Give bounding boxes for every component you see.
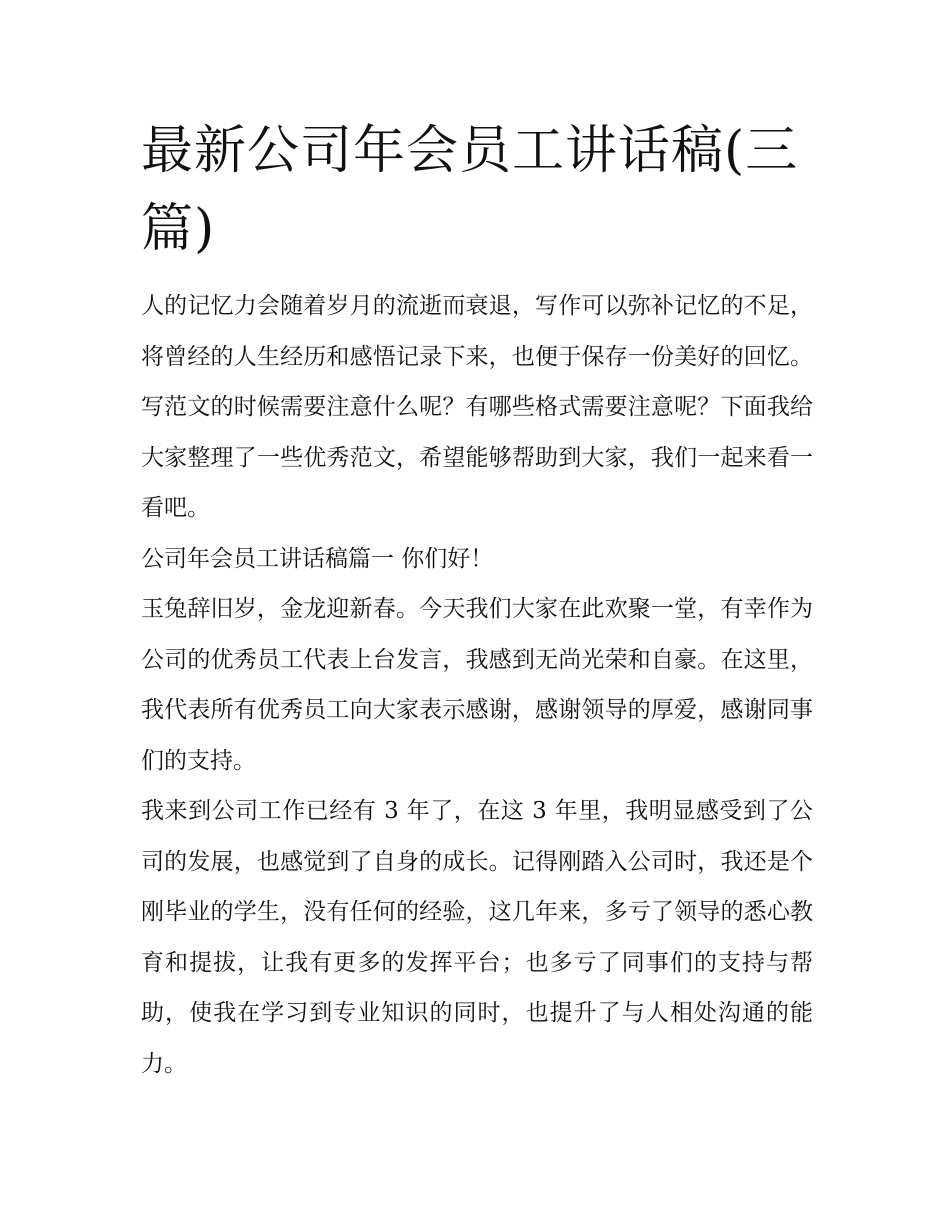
body-paragraph-experience: 我来到公司工作已经有 3 年了，在这 3 年里，我明显感受到了公司的发展，也感觉到了自身的成长。记得刚踏入公司时，我还是个刚毕业的学生，没有任何的经验，这几年来，多亏了领导的悉心教育和提拔，让我有更多的发挥平台；也多亏了同事们的支持与帮助，使我在学习到专业知识的同时，也提升了与人相处沟通的能力。 (141, 798, 813, 1077)
intro-paragraph: 人的记忆力会随着岁月的流逝而衰退，写作可以弥补记忆的不足，将曾经的人生经历和感悟记录下来，也便于保存一份美好的回忆。写范文的时候需要注意什么呢？有哪些格式需要注意呢？下面我给大家整理了一些优秀范文，希望能够帮助到大家，我们一起来看一看吧。 (141, 293, 813, 521)
document-body (141, 112, 813, 1089)
document-title: 最新公司年会员工讲话稿(三篇) (141, 121, 799, 259)
body-paragraph-greeting: 玉兔辞旧岁，金龙迎新春。今天我们大家在此欢聚一堂，有幸作为公司的优秀员工代表上台发言，我感到无尚光荣和自豪。在这里，我代表所有优秀员工向大家表示感谢，感谢领导的厚爱，感谢同事们的支持。 (141, 596, 813, 774)
section-heading-paragraph: 公司年会员工讲话稿篇一 你们好！ (141, 545, 494, 572)
